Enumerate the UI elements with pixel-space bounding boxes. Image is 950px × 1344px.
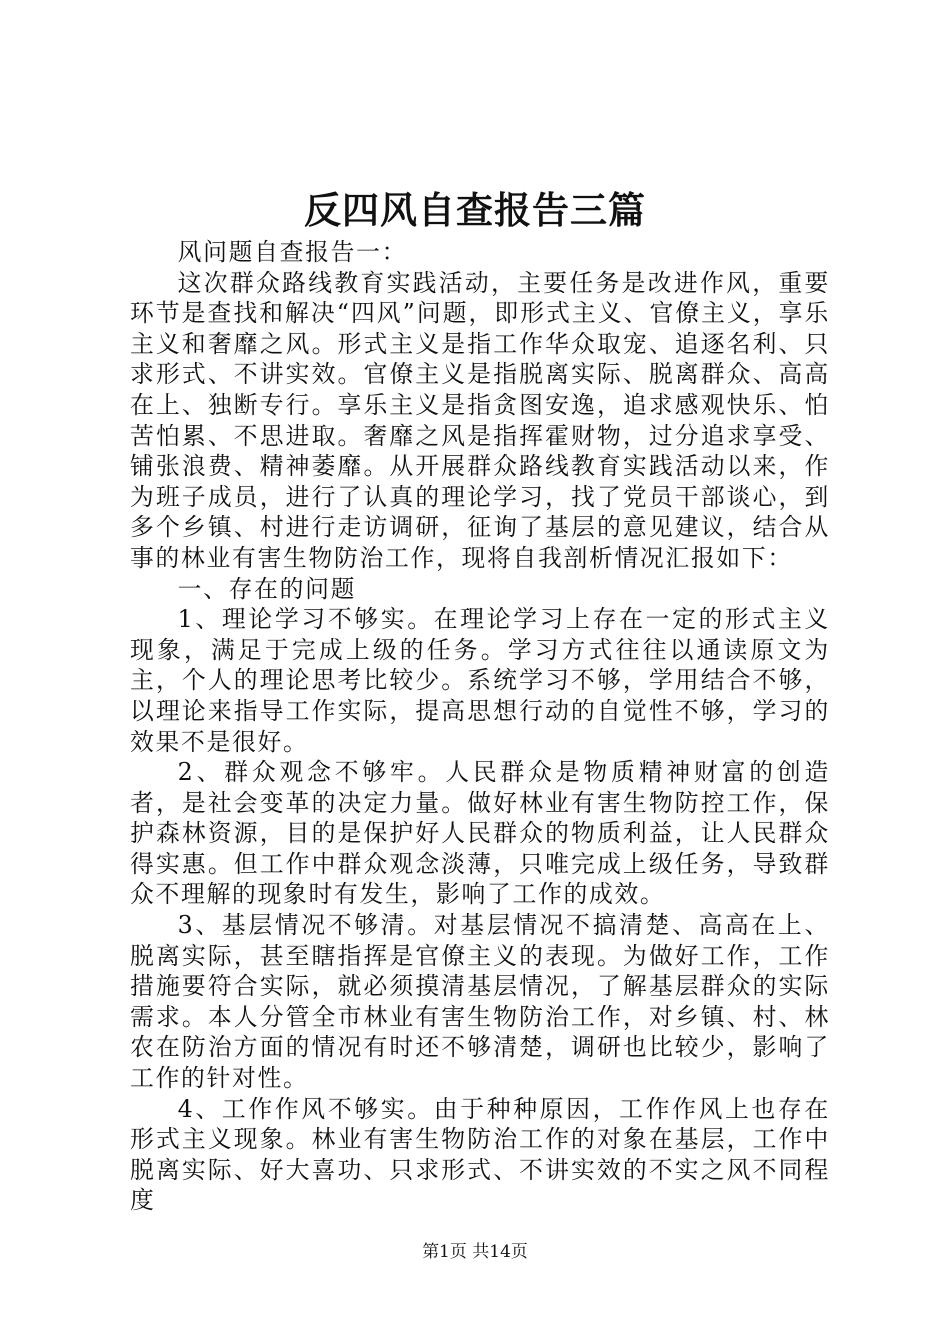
document-title: 反四风自查报告三篇 <box>304 188 646 232</box>
paragraph-item-2: 2、群众观念不够牢。人民群众是物质精神财富的创造者，是社会变革的决定力量。做好林业有害生物防控工作，保护森林资源，目的是保护好人民群众的物质利益，让人民群众得实惠。但工作中群众观念淡薄，只唯完成上级任务，导致群众不理解的现象时有发生，影响了工作的成效。 <box>130 758 830 909</box>
paragraph-intro: 这次群众路线教育实践活动，主要任务是改进作风，重要环节是查找和解决“四风”问题，即形式主义、官僚主义，享乐主义和奢靡之风。形式主义是指工作华众取宠、追逐名利、只求形式、不讲实效。官僚主义是指脱离实际、脱离群众、高高在上、独断专行。享乐主义是指贪图安逸，追求感观快乐、怕苦怕累、不思进取。奢靡之风是指挥霍财物，过分追求享受、铺张浪费、精神萎靡。从开展群众路线教育实践活动以来，作为班子成员，进行了认真的理论学习，找了党员干部谈心，到多个乡镇、村进行走访调研，征询了基层的意见建议，结合从事的林业有害生物防治工作，现将自我剖析情况汇报如下： <box>130 268 830 572</box>
paragraph-item-4: 4、工作作风不够实。由于种种原因，工作作风上也存在形式主义现象。林业有害生物防治工作的对象在基层，工作中脱离实际、好大喜功、只求形式、不讲实效的不实之风不同程度 <box>130 1094 830 1215</box>
paragraph-item-3: 3、基层情况不够清。对基层情况不搞清楚、高高在上、脱离实际，甚至瞎指挥是官僚主义的表现。为做好工作，工作措施要符合实际，就必须摸清基层情况，了解基层群众的实际需求。本人分管全市林业有害生物防治工作，对乡镇、村、林农在防治方面的情况有时还不够清楚，调研也比较少，影响了工作的针对性。 <box>130 911 830 1093</box>
page-footer: 第1页 共14页 <box>422 1242 528 1262</box>
paragraph-heading-report-one: 风问题自查报告一： <box>177 238 408 266</box>
document-body <box>130 237 830 1216</box>
paragraph-item-1: 1、理论学习不够实。在理论学习上存在一定的形式主义现象，满足于完成上级的任务。学习方式往往以通读原文为主，个人的理论思考比较少。系统学习不够，学用结合不够，以理论来指导工作实际，提高思想行动的自觉性不够，学习的效果不是很好。 <box>130 605 830 756</box>
section-heading-problems: 一、存在的问题 <box>177 574 357 603</box>
